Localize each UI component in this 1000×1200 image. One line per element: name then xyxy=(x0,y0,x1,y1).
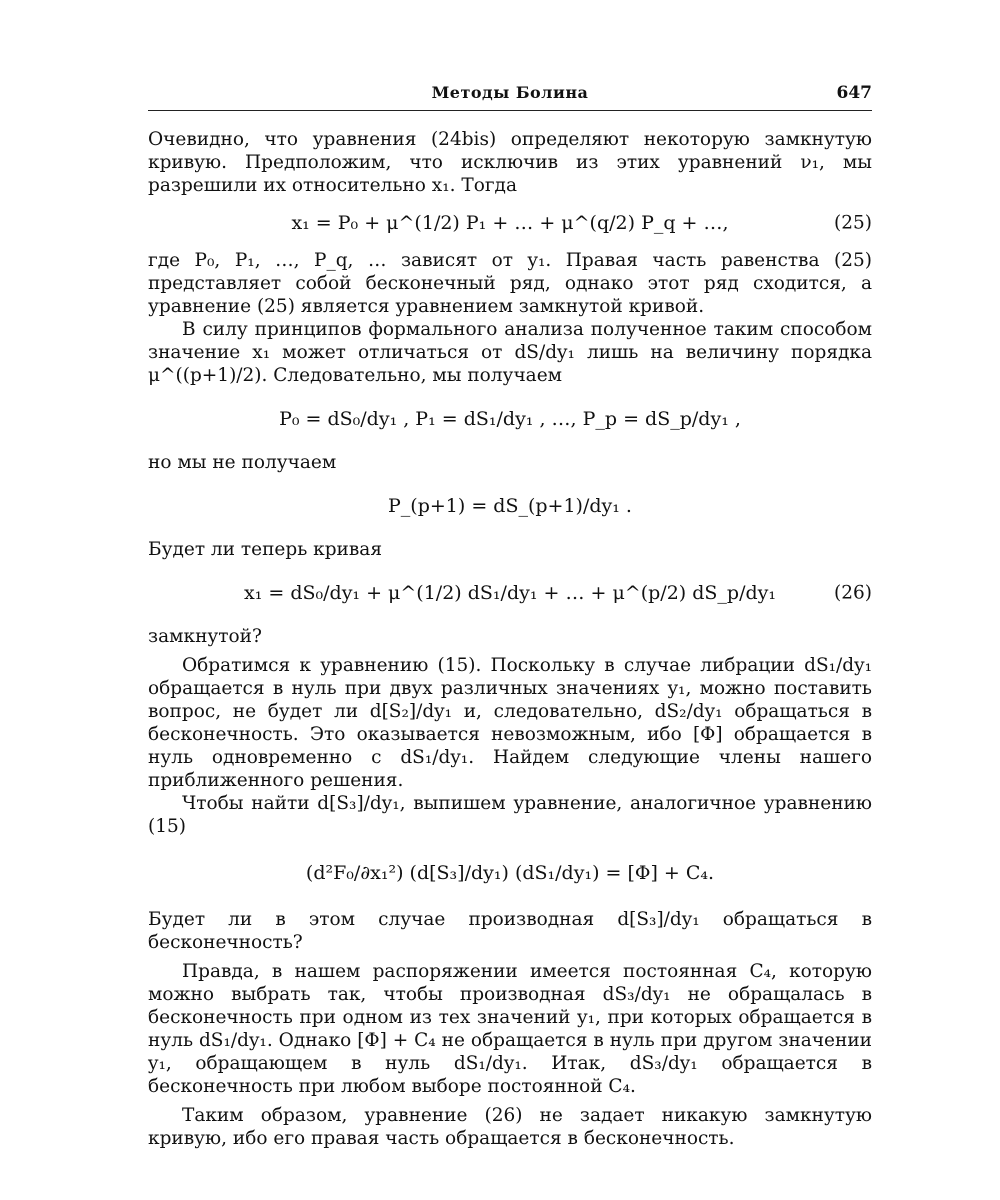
equation-p-terms xyxy=(148,387,872,451)
paragraph: Таким образом, уравнение (26) не задает никакую замкнутую кривую, ибо его правая часть обращается в бесконечность. xyxy=(148,1105,872,1149)
equation-26 xyxy=(148,561,872,625)
paragraph: Очевидно, что уравнения (24bis) определяют некоторую замкнутую кривую. Предположим, что исключив из этих уравнений ν₁, мы разрешили их относительно x₁. Тогда xyxy=(148,129,872,196)
equation-number: (26) xyxy=(834,582,872,604)
running-header xyxy=(148,80,872,111)
paragraph: замкнутой? xyxy=(148,626,262,647)
paragraph: где P₀, P₁, …, P_q, … зависят от y₁. Правая часть равенства (25) представляет собой бесконечный ряд, однако этот ряд сходится, а уравнение (25) является уравнением замкнутой кривой. xyxy=(148,250,872,317)
paragraph: но мы не получаем xyxy=(148,452,337,473)
page-number: 647 xyxy=(836,83,872,103)
paragraph: Обратимся к уравнению (15). Поскольку в случае либрации dS₁/dy₁ обращается в нуль при двух различных значениях y₁, можно поставить вопрос, не будет ли d[S₂]/dy₁ и, следовательно, dS₂/dy₁ обращаться в бесконечность. Это оказывается невозможным, ибо [Φ] обращается в нуль одновременно с dS₁/dy₁. Найдем следующие члены нашего приближенного решения. xyxy=(148,655,872,791)
paragraph: Правда, в нашем распоряжении имеется постоянная C₄, которую можно выбрать так, чтобы производная dS₃/dy₁ не обращалась в бесконечность при одном из тех значений y₁, при которых обращается в нуль dS₁/dy₁. Однако [Φ] + C₄ не обращается в нуль при другом значении y₁, обращающем в нуль dS₁/dy₁. Итак, dS₃/dy₁ обращается в бесконечность при любом выборе постоянной C₄. xyxy=(148,961,872,1097)
equation-s3 xyxy=(148,838,872,908)
equation-formula: P_(p+1) = dS_(p+1)/dy₁ . xyxy=(388,494,632,517)
page-body xyxy=(148,128,872,1150)
paragraph: Чтобы найти d[S₃]/dy₁, выпишем уравнение, аналогичное уравнению (15) xyxy=(148,793,872,837)
paragraph: Будет ли теперь кривая xyxy=(148,539,383,560)
equation-number: (25) xyxy=(834,212,872,234)
equation-formula: P₀ = dS₀/dy₁ , P₁ = dS₁/dy₁ , …, P_p = dS_p/dy₁ , xyxy=(279,407,741,430)
paragraph: В силу принципов формального анализа полученное таким способом значение x₁ может отличаться от dS/dy₁ лишь на величину порядка μ^((p+1)/2). Следовательно, мы получаем xyxy=(148,319,872,386)
running-title: Методы Болина xyxy=(431,83,589,102)
paragraph: Будет ли в этом случае производная d[S₃]/dy₁ обращаться в бесконечность? xyxy=(148,909,872,953)
equation-formula: x₁ = P₀ + μ^(1/2) P₁ + … + μ^(q/2) P_q + …, xyxy=(291,211,729,234)
equation-p-plus-1 xyxy=(148,474,872,538)
equation-25 xyxy=(148,197,872,249)
equation-formula: (d²F₀/∂x₁²) (d[S₃]/dy₁) (dS₁/dy₁) = [Φ] + C₄. xyxy=(305,861,715,884)
equation-formula: x₁ = dS₀/dy₁ + μ^(1/2) dS₁/dy₁ + … + μ^(p/2) dS_p/dy₁ xyxy=(244,581,776,604)
